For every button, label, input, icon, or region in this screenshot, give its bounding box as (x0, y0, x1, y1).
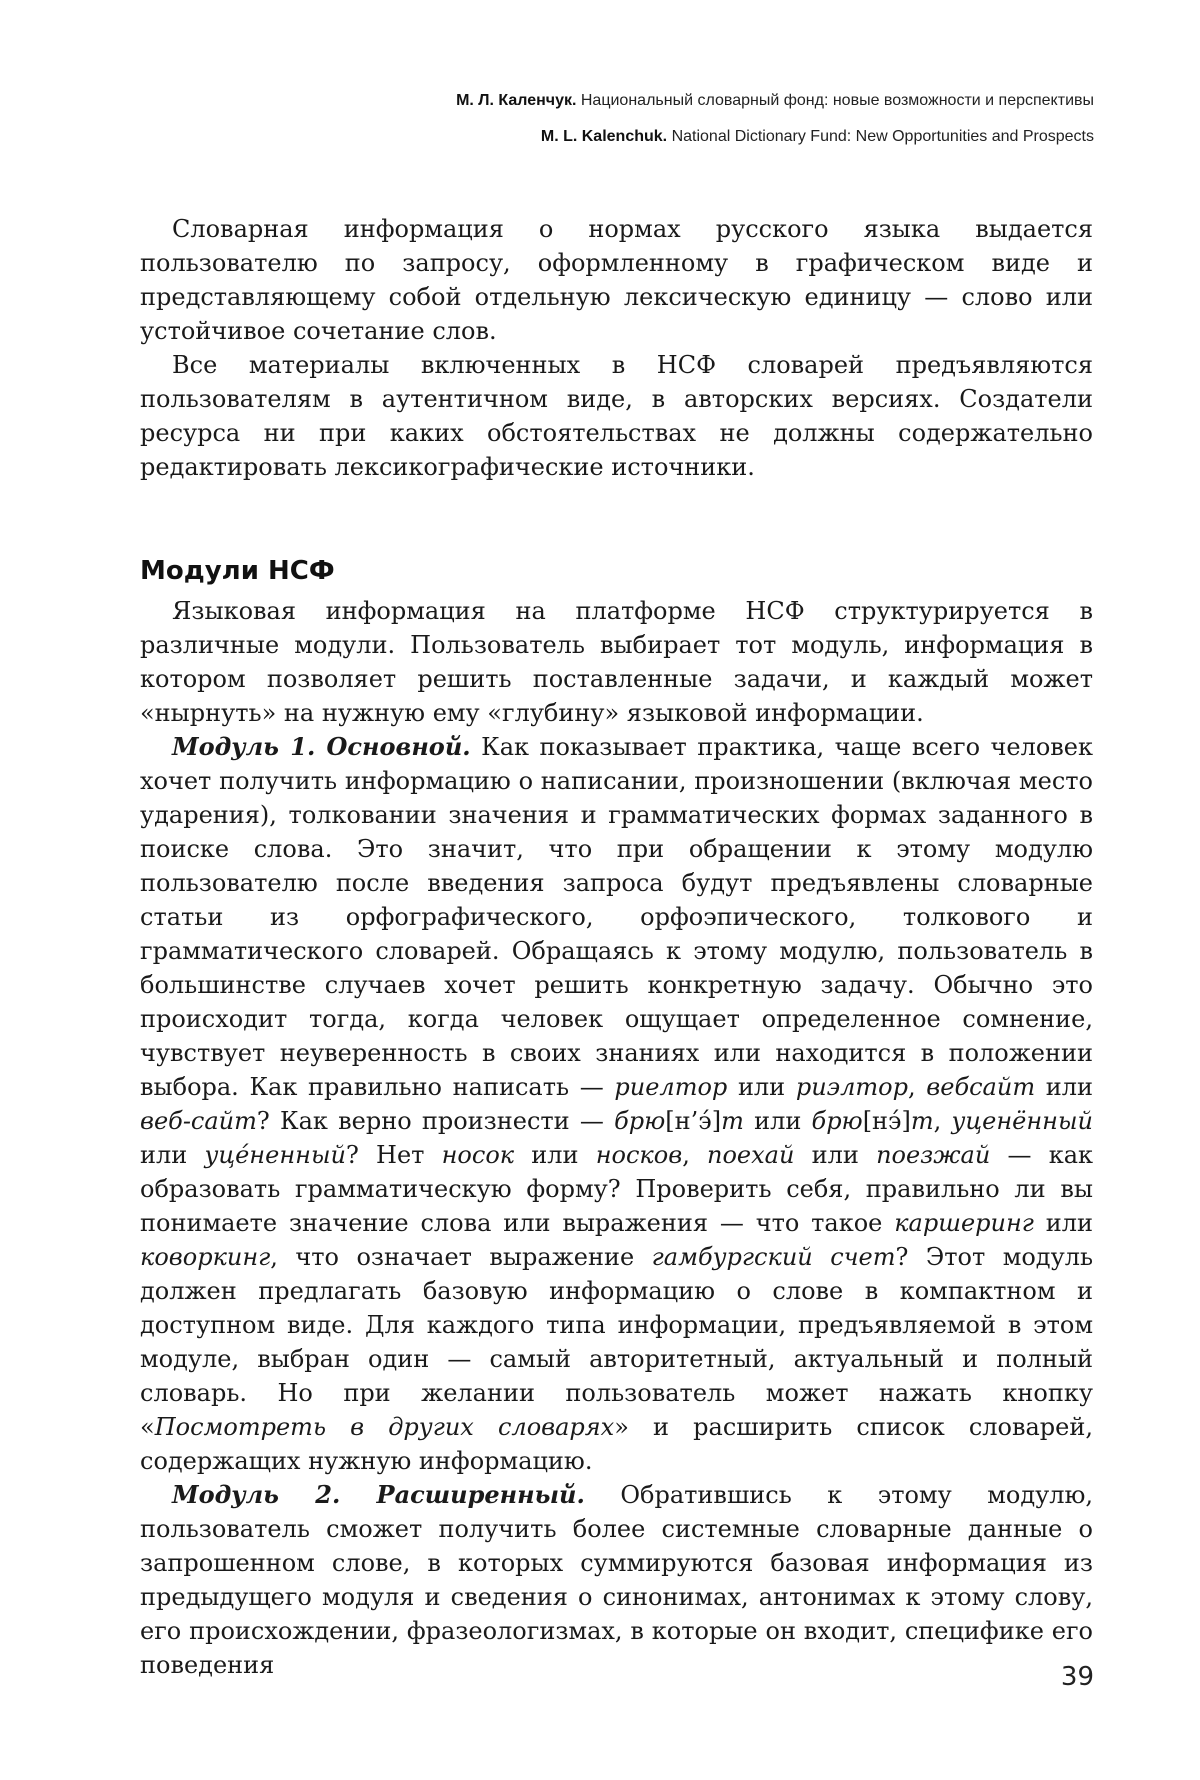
module-1-paragraph (140, 730, 1093, 1478)
text-run: или (1033, 1209, 1094, 1237)
example-word: брю (811, 1107, 863, 1135)
text-run: или (794, 1141, 877, 1169)
intro-paragraph-1: Словарная информация о нормах русского языка выдается пользователю по запросу, оформленному в графическом виде и представляющему собой отдельную лексическую единицу — слово или устойчивое сочетание слов. (140, 215, 1093, 345)
transcription: [нэ́] (862, 1107, 911, 1135)
text-run: ? Как верно произнести — (256, 1107, 615, 1135)
module-1-title: Модуль 1. Основной. (172, 732, 471, 761)
text-run: Как показывает практика, чаще всего человек хочет получить информацию о написании, произношении (включая место ударения), толковании значения и грамматических формах заданного в поиске слова. Это значит, что при обращении к этому модулю пользователю после введения запроса будут предъявлены словарные статьи из орфографического, орфоэпического, толкового и грамматического словарей. Обращаясь к этому модулю, пользователь в большинстве случаев хочет решить конкретную задачу. Обычно это происходит тогда, когда человек ощущает определенное сомнение, чувствует неуверенность в своих знаниях или находится в положении выбора. Как правильно написать — (140, 733, 1093, 1101)
module-2-title: Модуль 2. Расширенный. (172, 1480, 585, 1509)
text-run: , что означает выражение (270, 1243, 652, 1271)
example-word: риэлтор (795, 1073, 908, 1101)
example-word: т (721, 1107, 744, 1135)
example-word: веб-сайт (140, 1107, 257, 1135)
example-word: коворкинг (140, 1243, 271, 1271)
example-word: каршеринг (894, 1209, 1034, 1237)
button-name-quote: Посмотреть в других словарях (154, 1413, 615, 1441)
running-head-author-ru: М. Л. Каленчук. (456, 92, 577, 109)
running-head-english (541, 128, 1094, 146)
page-number: 39 (1060, 1662, 1094, 1692)
example-word: носок (441, 1141, 515, 1169)
example-word: брю (614, 1107, 666, 1135)
section-heading: Модули НСФ (140, 556, 335, 586)
text-run: ? Нет (345, 1141, 442, 1169)
example-word: носков (595, 1141, 683, 1169)
text-run: — как образовать грамматическую форму? Проверить себя, правильно ли вы понимаете значение слова или выражения — что такое (140, 1141, 1094, 1237)
text-run: ? Этот модуль должен предлагать базовую информацию о слове в компактном и доступном виде. Для каждого типа информации, предъявляемой в этом модуле, выбран один — самый авторитетный, актуальный и полный словарь. Но при желании пользователь может нажать кнопку « (140, 1243, 1094, 1441)
module-2-text: Обратившись к этому модулю, пользователь сможет получить более системные словарные данные о запрошенном слове, в которых суммируются базовая информация из предыдущего модуля и сведения о синонимах, антонимах к этому слову, его происхождении, фразеологизмах, в которые он входит, специфике его поведения (140, 1481, 1094, 1679)
intro-paragraph-2: Все материалы включенных в НСФ словарей предъявляются пользователям в аутентичном виде, в авторских версиях. Создатели ресурса ни при каких обстоятельствах не должны содержательно редактировать лексикографические источники. (140, 351, 1093, 481)
text-run: » и расширить список словарей, содержащих нужную информацию. (140, 1413, 1094, 1475)
example-word: риелтор (614, 1073, 728, 1101)
example-word: т (910, 1107, 934, 1135)
example-word: уцéненный (204, 1141, 346, 1169)
section-paragraph-1: Языковая информация на платформе НСФ структурируется в различные модули. Пользователь выбирает тот модуль, информация в котором позволяет решить поставленные задачи, и каждый может «нырнуть» на нужную ему «глубину» языковой информации. (140, 597, 1093, 727)
text-run: , (907, 1073, 927, 1101)
text-run: , (682, 1141, 708, 1169)
example-word: поехай (707, 1141, 795, 1169)
text-run: или (727, 1073, 796, 1101)
intro-block (140, 212, 1093, 484)
text-run: или (140, 1141, 205, 1169)
transcription: [н’э́] (665, 1107, 722, 1135)
running-head-russian (456, 92, 1094, 110)
running-head-title-ru: Национальный словарный фонд: новые возможности и перспективы (580, 92, 1094, 109)
text-run: , (933, 1107, 952, 1135)
text-run: или (514, 1141, 596, 1169)
text-run: или (1035, 1073, 1094, 1101)
module-2-paragraph (140, 1478, 1093, 1682)
example-word: поезжай (876, 1141, 991, 1169)
running-head-author-en: M. L. Kalenchuk. (540, 128, 668, 145)
section-body (140, 594, 1093, 1682)
example-word: гамбургский счет (651, 1243, 896, 1271)
example-word: уценённый (951, 1107, 1093, 1135)
example-word: вебсайт (926, 1073, 1036, 1101)
running-head-title-en: National Dictionary Fund: New Opportunities and Prospects (671, 128, 1094, 145)
text-run: или (743, 1107, 812, 1135)
